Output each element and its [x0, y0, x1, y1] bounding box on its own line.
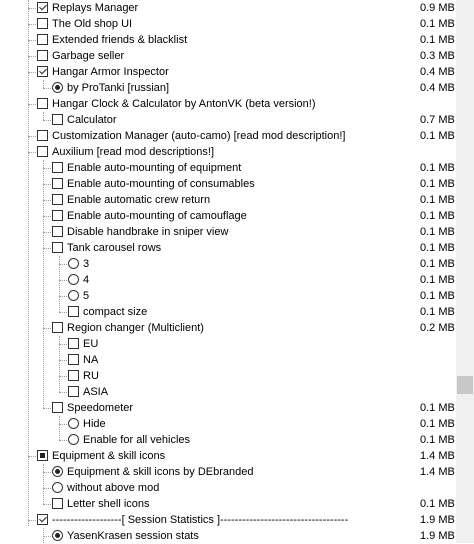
tree-connector [28, 8, 36, 9]
tree-item-eu[interactable] [0, 336, 456, 352]
radio-button[interactable] [52, 466, 63, 477]
tree-connector [43, 184, 51, 185]
tree-item-the-old-shop-ui[interactable] [0, 16, 456, 32]
item-label: 3 [83, 258, 90, 270]
tree-item-extended-friends-blacklist[interactable] [0, 32, 456, 48]
vertical-scrollbar[interactable] [456, 0, 474, 543]
tree-connector [43, 200, 51, 201]
item-size: 0.1 MB [420, 34, 455, 46]
tree-item-replays-manager[interactable] [0, 0, 456, 16]
tree-item-auxilium-read-mod-descriptions[interactable] [0, 144, 456, 160]
tree-connector [43, 504, 51, 505]
tree-connector [43, 472, 51, 473]
item-label: Equipment & skill icons [52, 450, 166, 462]
item-label: 4 [83, 274, 90, 286]
item-size: 1.9 MB [420, 514, 455, 526]
tree-connector [28, 520, 36, 521]
tree-item-tank-carousel-rows[interactable] [0, 240, 456, 256]
tree-item-na[interactable] [0, 352, 456, 368]
checkbox[interactable] [68, 386, 79, 397]
tree-item-enable-auto-mounting-of-equipment[interactable] [0, 160, 456, 176]
checkbox[interactable] [37, 66, 48, 77]
item-label: Disable handbrake in sniper view [67, 226, 229, 238]
item-size: 0.1 MB [420, 290, 455, 302]
checkbox[interactable] [37, 2, 48, 13]
item-label: without above mod [67, 482, 160, 494]
checkbox[interactable] [52, 242, 63, 253]
item-label: ASIA [83, 386, 109, 398]
tree-item-4[interactable] [0, 272, 456, 288]
item-label: Enable auto-mounting of camouflage [67, 210, 247, 222]
item-label: Region changer (Multiclient) [67, 322, 204, 334]
item-label: The Old shop UI [52, 18, 133, 30]
item-label: Equipment & skill icons by DEbranded [67, 466, 254, 478]
tree-connector [43, 328, 51, 329]
tree-item-customization-manager-auto-camo-read-mod[interactable] [0, 128, 456, 144]
item-size: 0.1 MB [420, 418, 455, 430]
tree-item-ru[interactable] [0, 368, 456, 384]
tree-item-enable-automatic-crew-return[interactable] [0, 192, 456, 208]
item-label: Garbage seller [52, 50, 125, 62]
tree-connector [43, 536, 51, 537]
tree-connector [43, 120, 51, 121]
checkbox[interactable] [68, 370, 79, 381]
tree-item-hangar-clock-calculator-by-antonvk-beta-[interactable] [0, 96, 456, 112]
tree-connector [28, 456, 36, 457]
item-size: 1.4 MB [420, 466, 455, 478]
tree-item-5[interactable] [0, 288, 456, 304]
radio-button[interactable] [68, 274, 79, 285]
item-size: 0.1 MB [420, 18, 455, 30]
tree-connector [43, 408, 51, 409]
radio-button[interactable] [68, 434, 79, 445]
radio-button[interactable] [68, 290, 79, 301]
tree-item-enable-auto-mounting-of-consumables[interactable] [0, 176, 456, 192]
tree-item-garbage-seller[interactable] [0, 48, 456, 64]
tree-item-session-statistics[interactable] [0, 512, 456, 528]
tree-connector [43, 488, 51, 489]
checkbox[interactable] [52, 210, 63, 221]
item-label: -------------------[ Session Statistics ]----------------------------------- [52, 514, 349, 526]
item-label: compact size [83, 306, 148, 318]
radio-button[interactable] [52, 530, 63, 541]
item-size: 0.1 MB [420, 402, 455, 414]
item-label: Hangar Clock & Calculator by AntonVK (beta version!) [52, 98, 316, 110]
item-label: Speedometer [67, 402, 134, 414]
item-label: Hide [83, 418, 106, 430]
item-label: Enable auto-mounting of consumables [67, 178, 255, 190]
item-label: Enable auto-mounting of equipment [67, 162, 242, 174]
checkbox[interactable] [52, 194, 63, 205]
item-size: 0.7 MB [420, 114, 455, 126]
item-size: 1.4 MB [420, 450, 455, 462]
checkbox[interactable] [68, 306, 79, 317]
tree-connector [59, 344, 67, 345]
tree-connector [59, 280, 67, 281]
tree-connector [28, 24, 36, 25]
item-label: RU [83, 370, 99, 382]
item-label: YasenKrasen session stats [67, 530, 199, 542]
tree-item-equipment-skill-icons[interactable] [0, 448, 456, 464]
scrollbar-thumb[interactable] [457, 376, 473, 394]
item-label: Enable automatic crew return [67, 194, 211, 206]
tree-connector [28, 104, 36, 105]
item-size: 0.1 MB [420, 258, 455, 270]
item-label: NA [83, 354, 99, 366]
tree-connector [43, 232, 51, 233]
item-label: 5 [83, 290, 90, 302]
tree-item-hangar-armor-inspector[interactable] [0, 64, 456, 80]
checkbox[interactable] [52, 162, 63, 173]
tree-connector [59, 360, 67, 361]
tree-connector [43, 88, 51, 89]
checkbox[interactable] [52, 322, 63, 333]
checkbox[interactable] [37, 18, 48, 29]
checkbox[interactable] [68, 338, 79, 349]
item-label: by ProTanki [russian] [67, 82, 170, 94]
tree-connector [59, 424, 67, 425]
item-size: 0.4 MB [420, 66, 455, 78]
item-size: 0.1 MB [420, 226, 455, 238]
tree-connector [59, 312, 67, 313]
item-label: Letter shell icons [67, 498, 150, 510]
radio-button[interactable] [52, 482, 63, 493]
checkbox[interactable] [37, 146, 48, 157]
tree-connector [28, 56, 36, 57]
checkbox[interactable] [52, 226, 63, 237]
checkbox[interactable] [52, 498, 63, 509]
tree-connector [43, 168, 51, 169]
checkbox[interactable] [52, 178, 63, 189]
item-size: 1.9 MB [420, 530, 455, 542]
radio-button[interactable] [68, 258, 79, 269]
item-label: Tank carousel rows [67, 242, 162, 254]
item-size: 0.9 MB [420, 2, 455, 14]
tree-item-hide[interactable] [0, 416, 456, 432]
item-size: 0.1 MB [420, 130, 455, 142]
item-label: Replays Manager [52, 2, 139, 14]
item-label: Calculator [67, 114, 117, 126]
tree-item-equipment-skill-icons-by-debranded[interactable] [0, 464, 456, 480]
checkbox[interactable] [37, 34, 48, 45]
item-label: Hangar Armor Inspector [52, 66, 169, 78]
tree-item-calculator[interactable] [0, 112, 456, 128]
tree-connector [28, 152, 36, 153]
tree-item-enable-auto-mounting-of-camouflage[interactable] [0, 208, 456, 224]
tree-item-region-changer-multiclient[interactable] [0, 320, 456, 336]
item-label: Enable for all vehicles [83, 434, 191, 446]
tree-item-letter-shell-icons[interactable] [0, 496, 456, 512]
tree-connector [59, 392, 67, 393]
tree-connector [28, 40, 36, 41]
tree-item-yasenkrasen-session-stats[interactable] [0, 528, 456, 544]
radio-button[interactable] [68, 418, 79, 429]
tree-item-asia[interactable] [0, 384, 456, 400]
checkbox[interactable] [37, 130, 48, 141]
checkbox[interactable] [37, 450, 48, 461]
tree-item-disable-handbrake-in-sniper-view[interactable] [0, 224, 456, 240]
item-size: 0.3 MB [420, 50, 455, 62]
tree-connector [59, 296, 67, 297]
item-size: 0.1 MB [420, 274, 455, 286]
tree-connector [43, 216, 51, 217]
tree-item-by-protanki-russian[interactable] [0, 80, 456, 96]
item-size: 0.2 MB [420, 322, 455, 334]
item-size: 0.1 MB [420, 178, 455, 190]
tree-item-3[interactable] [0, 256, 456, 272]
tree-item-without-above-mod[interactable] [0, 480, 456, 496]
tree-connector [28, 136, 36, 137]
radio-button[interactable] [52, 82, 63, 93]
tree-connector [59, 376, 67, 377]
item-label: Auxilium [read mod descriptions!] [52, 146, 215, 158]
checkbox[interactable] [37, 98, 48, 109]
item-size: 0.1 MB [420, 162, 455, 174]
tree-item-speedometer[interactable] [0, 400, 456, 416]
tree-connector [59, 440, 67, 441]
item-size: 0.1 MB [420, 498, 455, 510]
checkbox[interactable] [52, 402, 63, 413]
checkbox[interactable] [52, 114, 63, 125]
tree-item-enable-for-all-vehicles[interactable] [0, 432, 456, 448]
item-label: EU [83, 338, 99, 350]
checkbox[interactable] [68, 354, 79, 365]
item-size: 0.1 MB [420, 210, 455, 222]
tree-item-compact-size[interactable] [0, 304, 456, 320]
tree-connector [43, 248, 51, 249]
checkbox[interactable] [37, 50, 48, 61]
item-size: 0.1 MB [420, 306, 455, 318]
item-label: Customization Manager (auto-camo) [read mod description!] [52, 130, 346, 142]
item-size: 0.1 MB [420, 434, 455, 446]
tree-connector [59, 264, 67, 265]
checkbox[interactable] [37, 514, 48, 525]
item-size: 0.1 MB [420, 242, 455, 254]
item-label: Extended friends & blacklist [52, 34, 188, 46]
tree-connector [28, 72, 36, 73]
item-size: 0.1 MB [420, 194, 455, 206]
item-size: 0.4 MB [420, 82, 455, 94]
